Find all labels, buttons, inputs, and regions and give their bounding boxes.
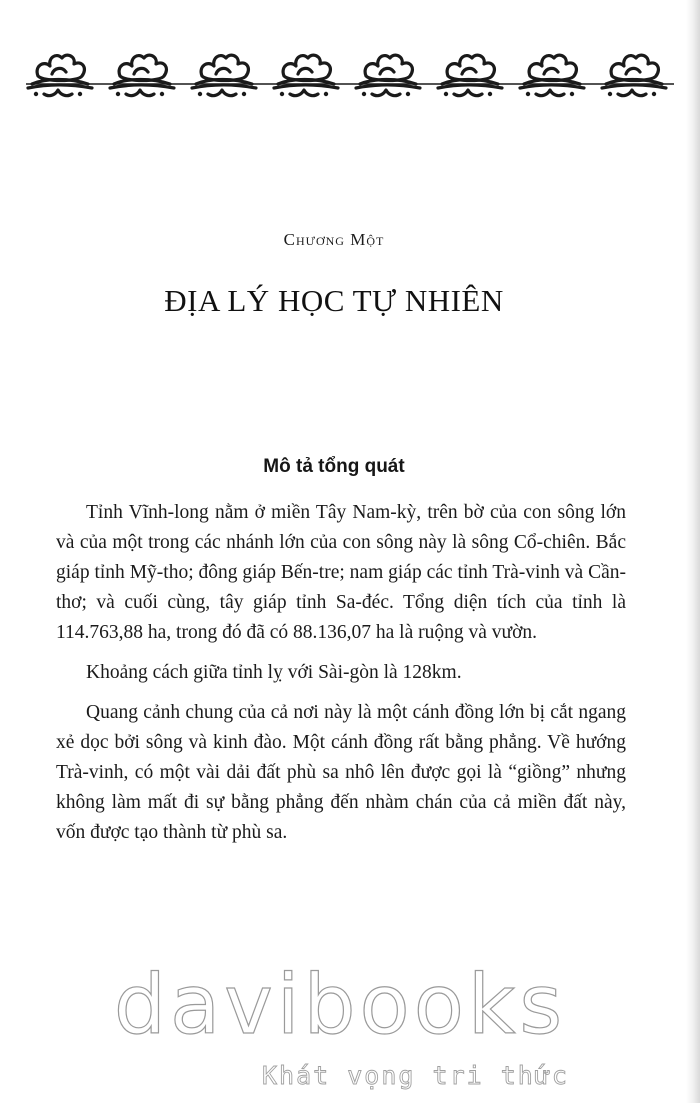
paragraph-2: Khoảng cách giữa tỉnh lỵ với Sài-gòn là 128km. <box>86 662 462 683</box>
paragraph-3: Quang cảnh chung của cả nơi này là một cánh đồng lớn bị cắt ngang xẻ dọc bởi sông và kinh đào. Một cánh đồng rất bằng phẳng. Về hướng Trà-vinh, có một vài dải đất phù sa nhô lên được gọi là “giồng” nhưng không làm mất đi sự bằng phẳng đến nhàm chán của cả miền đất này, vốn được tạo thành từ phù sa. <box>56 702 626 843</box>
body-text <box>56 498 626 858</box>
page-edge-shadow <box>686 0 700 1103</box>
lotus-border-icon <box>20 38 680 108</box>
watermark-brand: davibooks <box>113 958 567 1053</box>
section-heading: Mô tả tổng quát <box>263 456 405 477</box>
watermark-tagline: Khát vọng tri thức <box>262 1061 569 1090</box>
chapter-label: Chương Một <box>283 230 385 249</box>
chapter-title: ĐỊA LÝ HỌC TỰ NHIÊN <box>164 283 504 318</box>
paragraph-1: Tỉnh Vĩnh-long nằm ở miền Tây Nam-kỳ, trên bờ của con sông lớn và của một trong các nhánh lớn của con sông này là sông Cổ-chiên. Bắc giáp tỉnh Mỹ-tho; đông giáp Bến-tre; nam giáp các tỉnh Trà-vinh và Cần-thơ; và cuối cùng, tây giáp tỉnh Sa-đéc. Tổng diện tích của tỉnh là 114.763,88 ha, trong đó đã có 88.136,07 ha là ruộng và vườn. <box>56 502 626 643</box>
